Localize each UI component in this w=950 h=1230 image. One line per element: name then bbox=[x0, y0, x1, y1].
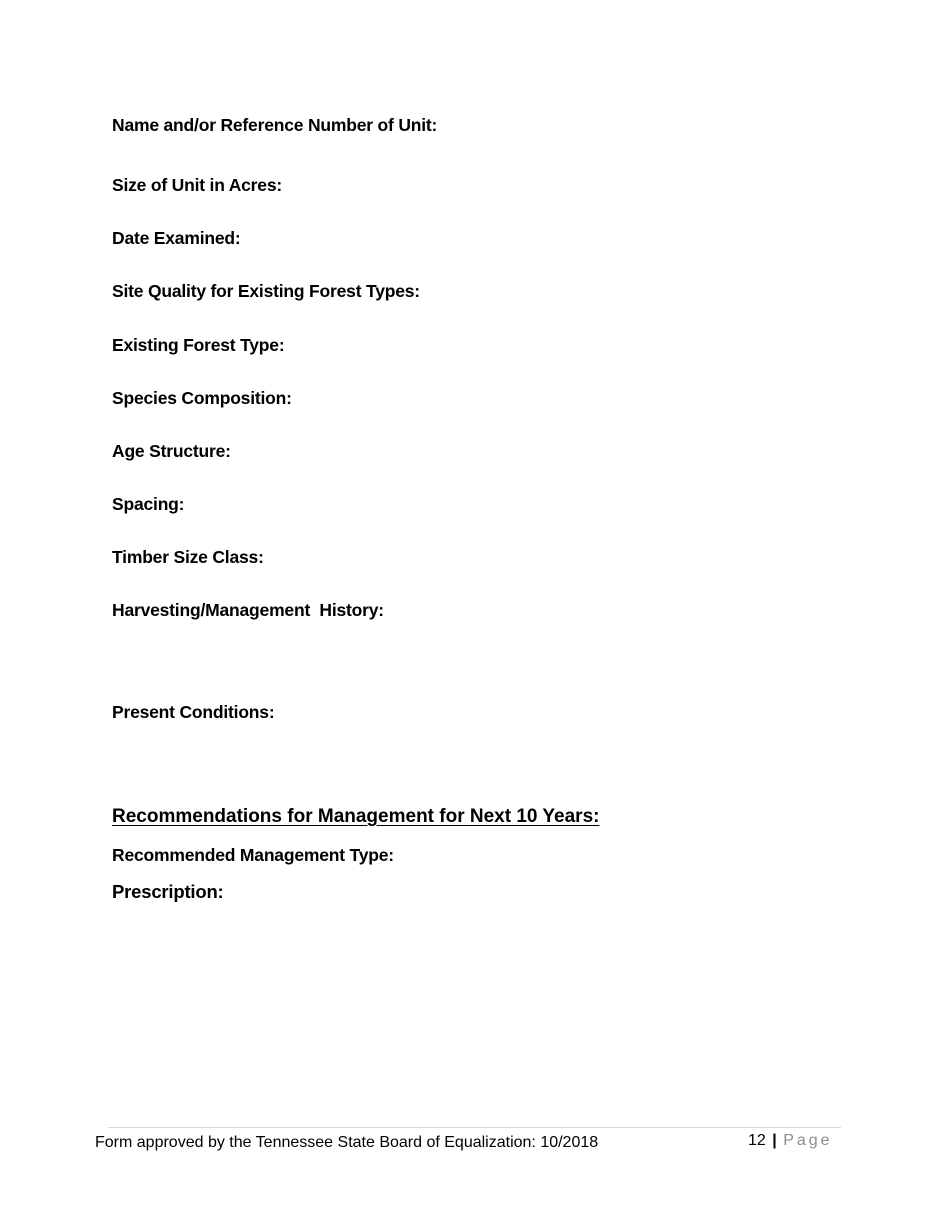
page-word: Page bbox=[783, 1132, 833, 1149]
label-forest-type: Existing Forest Type: bbox=[112, 335, 285, 355]
label-timber-size-class: Timber Size Class: bbox=[112, 547, 264, 567]
label-prescription: Prescription: bbox=[112, 881, 224, 902]
label-spacing: Spacing: bbox=[112, 494, 185, 514]
label-date-examined: Date Examined: bbox=[112, 228, 241, 248]
page-number-separator: | bbox=[772, 1132, 777, 1149]
page-number-value: 12 bbox=[748, 1132, 766, 1149]
label-size-acres: Size of Unit in Acres: bbox=[112, 175, 282, 195]
label-present-conditions: Present Conditions: bbox=[112, 702, 275, 722]
label-unit-name: Name and/or Reference Number of Unit: bbox=[112, 115, 438, 135]
label-site-quality: Site Quality for Existing Forest Types: bbox=[112, 281, 420, 301]
label-harvest-history: Harvesting/Management History: bbox=[112, 600, 384, 620]
recommendations-heading: Recommendations for Management for Next 10 Years: bbox=[112, 806, 600, 827]
label-management-type: Recommended Management Type: bbox=[112, 845, 394, 865]
page-number bbox=[748, 1131, 833, 1150]
footer-approval-text: Form approved by the Tennessee State Board of Equalization: 10/2018 bbox=[95, 1134, 599, 1151]
footer-divider bbox=[108, 1127, 841, 1128]
label-age-structure: Age Structure: bbox=[112, 441, 231, 461]
label-species-composition: Species Composition: bbox=[112, 388, 292, 408]
